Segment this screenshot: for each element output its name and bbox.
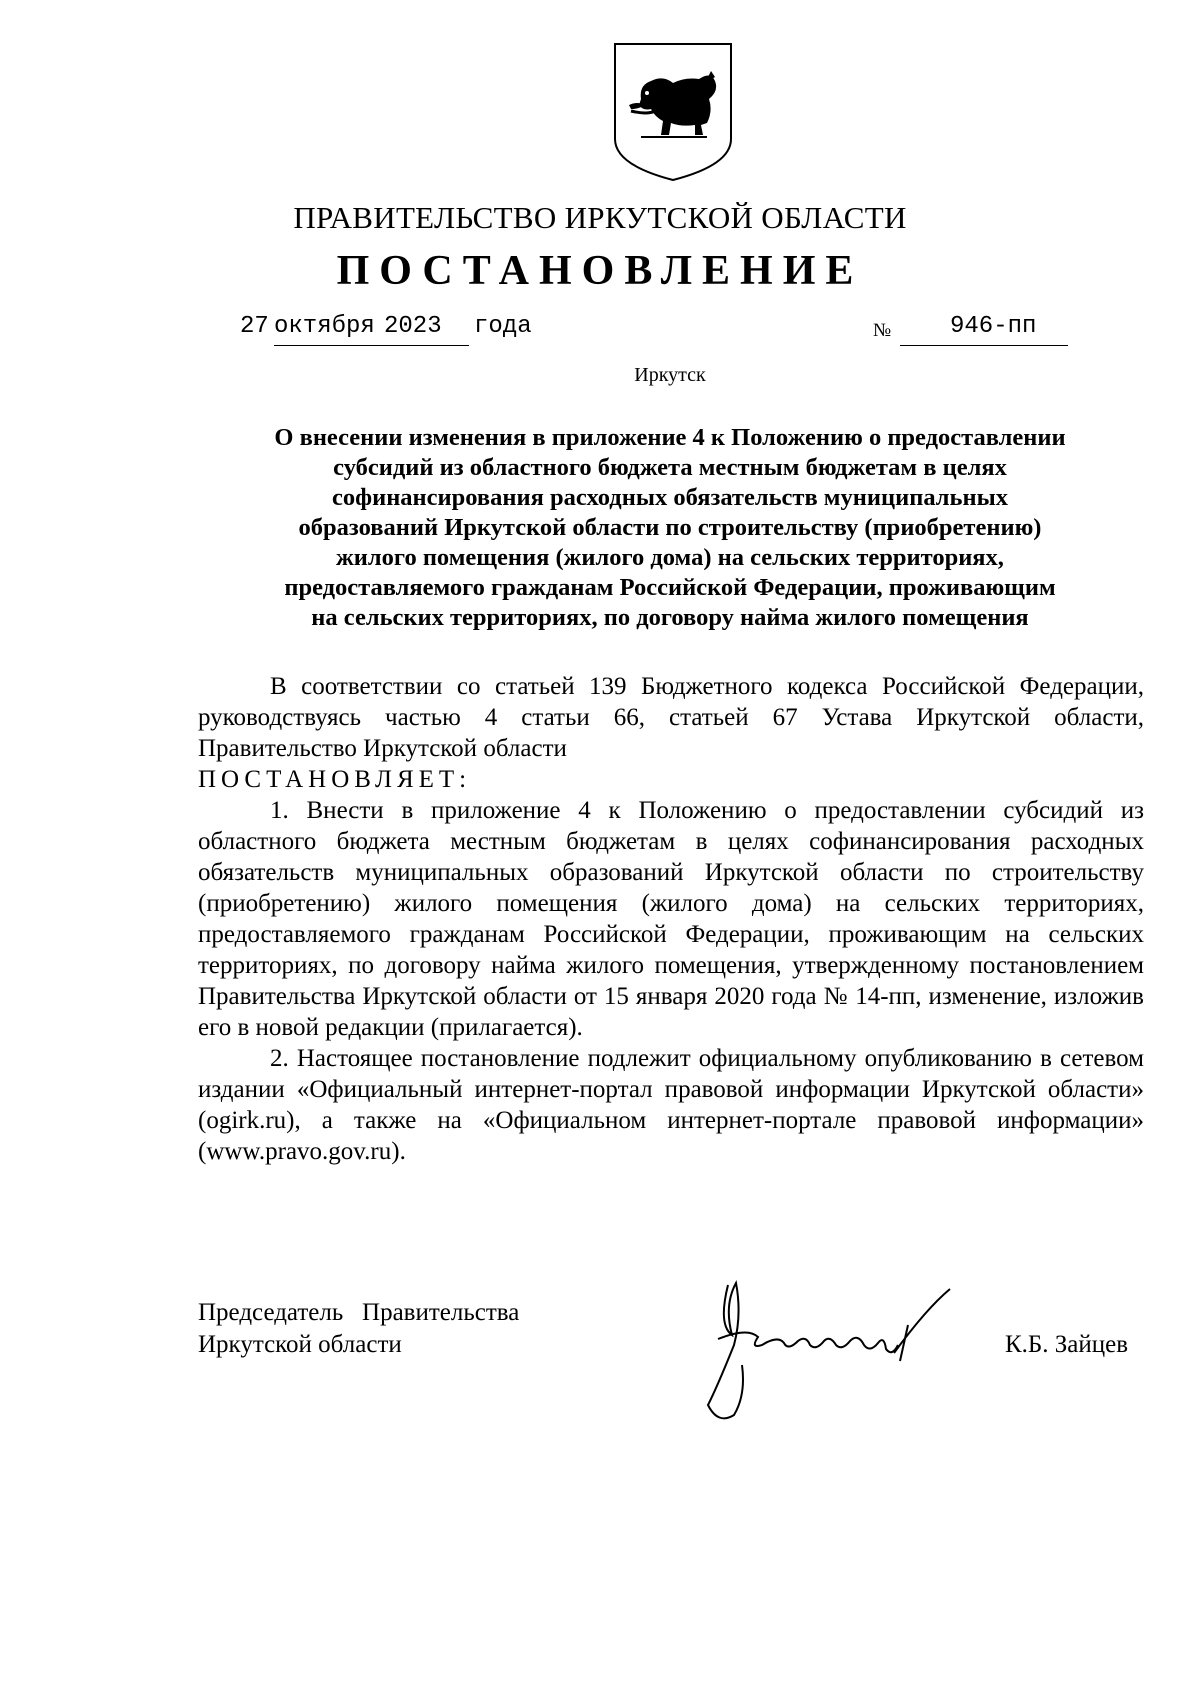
document-number: 946-пп (950, 313, 1037, 340)
number-sign: № (873, 320, 892, 341)
preamble-paragraph: В соответствии со статьей 139 Бюджетного кодекса Российской Федерации, руководствуясь частью 4 статьи 66, статьей 67 Устава Иркутской области, Правительство Иркутской области (198, 673, 1144, 762)
signer-name: К.Б. Зайцев (1005, 1331, 1129, 1358)
title-line: образований Иркутской области по строительству (приобретению) (298, 514, 1042, 541)
date-underline (274, 345, 469, 346)
coat-of-arms-icon (611, 41, 735, 183)
clause-2: 2. Настоящее постановление подлежит официальному опубликованию в сетевом издании «Официальный интернет-портал правовой информации Иркутской области» (ogirk.ru), а также на «Официальном интернет-портале правовой информации» (www.pravo.gov.ru). (198, 1045, 1144, 1165)
title-line: жилого помещения (жилого дома) на сельских территориях, (336, 544, 1004, 571)
title-line: О внесении изменения в приложение 4 к Положению о предоставлении (274, 424, 1066, 451)
document-body (198, 671, 1144, 1167)
signer-position (198, 1297, 519, 1361)
document-title (170, 423, 1170, 633)
date-suffix: года (474, 313, 532, 340)
date-day: 27 (240, 313, 269, 340)
clause-1: 1. Внести в приложение 4 к Положению о предоставлении субсидий из областного бюджета местным бюджетам в целях софинансирования расходных обязательств муниципальных образований Иркутской области по строительству (приобретению) жилого помещения (жилого дома) на сельских территориях, предоставляемого гражданам Российской Федерации, проживающим на сельских территориях, по договору найма жилого помещения, утвержденному постановлением Правительства Иркутской области от 15 января 2020 года № 14-пп, изменение, изложив его в новой редакции (прилагается). (198, 797, 1144, 1041)
resolution-verb: ПОСТАНОВЛЯЕТ: (198, 766, 472, 793)
signer-position-line: Председатель Правительства (198, 1299, 520, 1326)
title-line: софинансирования расходных обязательств муниципальных (332, 484, 1008, 511)
title-line: субсидий из областного бюджета местным бюджетам в целях (333, 454, 1007, 481)
signer-position-line: Иркутской области (198, 1331, 402, 1358)
title-line: предоставляемого гражданам Российской Федерации, проживающим (284, 574, 1056, 601)
number-underline (900, 345, 1068, 346)
title-line: на сельских территориях, по договору найма жилого помещения (311, 604, 1029, 631)
date-month: октября (274, 313, 375, 340)
date-year: 2023 (384, 313, 442, 340)
handwritten-signature (688, 1265, 968, 1425)
city: Иркутск (634, 364, 706, 386)
document-type: ПОСТАНОВЛЕНИЕ (336, 248, 864, 294)
organization-name: ПРАВИТЕЛЬСТВО ИРКУТСКОЙ ОБЛАСТИ (293, 200, 907, 235)
